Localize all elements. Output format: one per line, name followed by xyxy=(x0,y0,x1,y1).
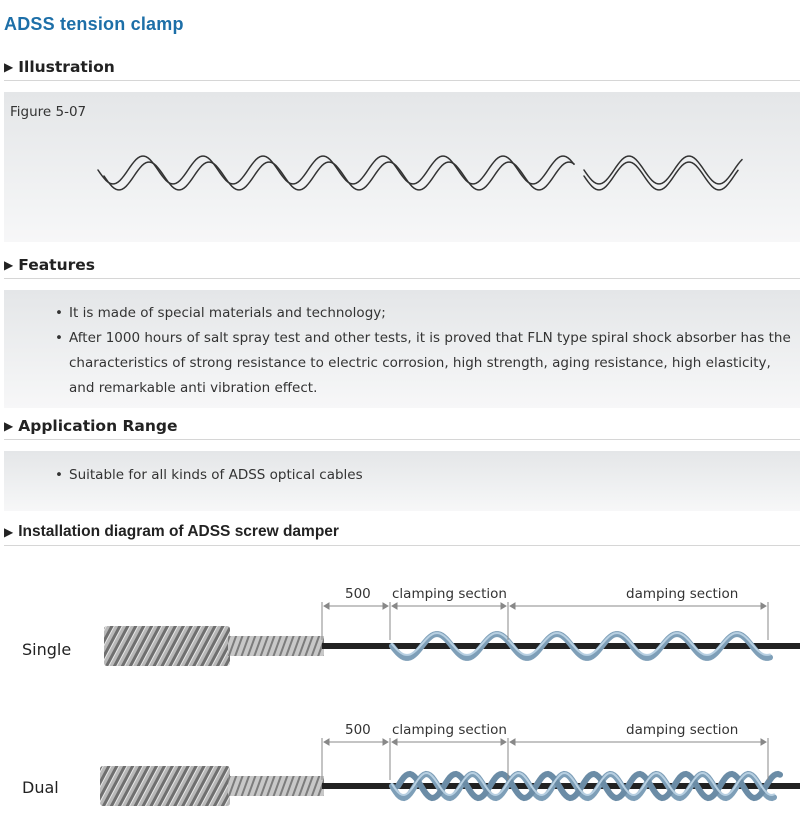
spiral-damper-figure xyxy=(90,140,750,200)
clamping-section-label-single: clamping section xyxy=(392,586,507,602)
section-heading-text: Application Range xyxy=(18,417,178,435)
section-heading-illustration xyxy=(4,58,800,81)
list-item: • Suitable for all kinds of ADSS optical cables xyxy=(69,463,800,488)
stranded-conductor-thick xyxy=(100,766,230,806)
damping-section-label-dual: damping section xyxy=(626,722,739,738)
section-heading-text: Features xyxy=(18,256,95,274)
dimension-500-single: 500 xyxy=(345,586,371,602)
application-panel xyxy=(4,451,800,511)
page-title: ADSS tension clamp xyxy=(4,14,184,34)
damping-section-label-single: damping section xyxy=(626,586,739,602)
features-list xyxy=(4,290,800,401)
cable-single xyxy=(104,626,800,666)
triangle-right-icon: ▶ xyxy=(4,60,14,74)
cable-dual xyxy=(100,766,800,806)
stranded-conductor-thin xyxy=(228,776,324,796)
application-list xyxy=(4,451,800,488)
section-heading-features xyxy=(4,256,800,279)
list-item: • After 1000 hours of salt spray test and other tests, it is proved that FLN type spiral shock absorber has the characteristics of strong resistance to electric corrosion, high strength, aging resistance, high elasticity, and remarkable anti vibration effect. xyxy=(69,326,800,401)
triangle-right-icon: ▶ xyxy=(4,525,14,539)
illustration-panel xyxy=(4,92,800,242)
row-label-single: Single xyxy=(22,640,72,659)
section-heading-text: Installation diagram of ADSS screw damper xyxy=(18,523,339,540)
dimension-500-dual: 500 xyxy=(345,722,371,738)
clamping-section-label-dual: clamping section xyxy=(392,722,507,738)
figure-label: Figure 5-07 xyxy=(10,104,87,120)
list-item: • It is made of special materials and technology; xyxy=(69,301,800,326)
triangle-right-icon: ▶ xyxy=(4,258,14,272)
row-label-dual: Dual xyxy=(22,778,59,797)
features-panel xyxy=(4,290,800,408)
section-heading-text: Illustration xyxy=(18,58,115,76)
dimension-lines-single xyxy=(322,602,768,640)
triangle-right-icon: ▶ xyxy=(4,419,14,433)
stranded-conductor-thick xyxy=(104,626,230,666)
stranded-conductor-thin xyxy=(228,636,324,656)
installation-diagram xyxy=(0,580,800,830)
section-heading-installation xyxy=(4,523,800,546)
section-heading-application xyxy=(4,417,800,440)
